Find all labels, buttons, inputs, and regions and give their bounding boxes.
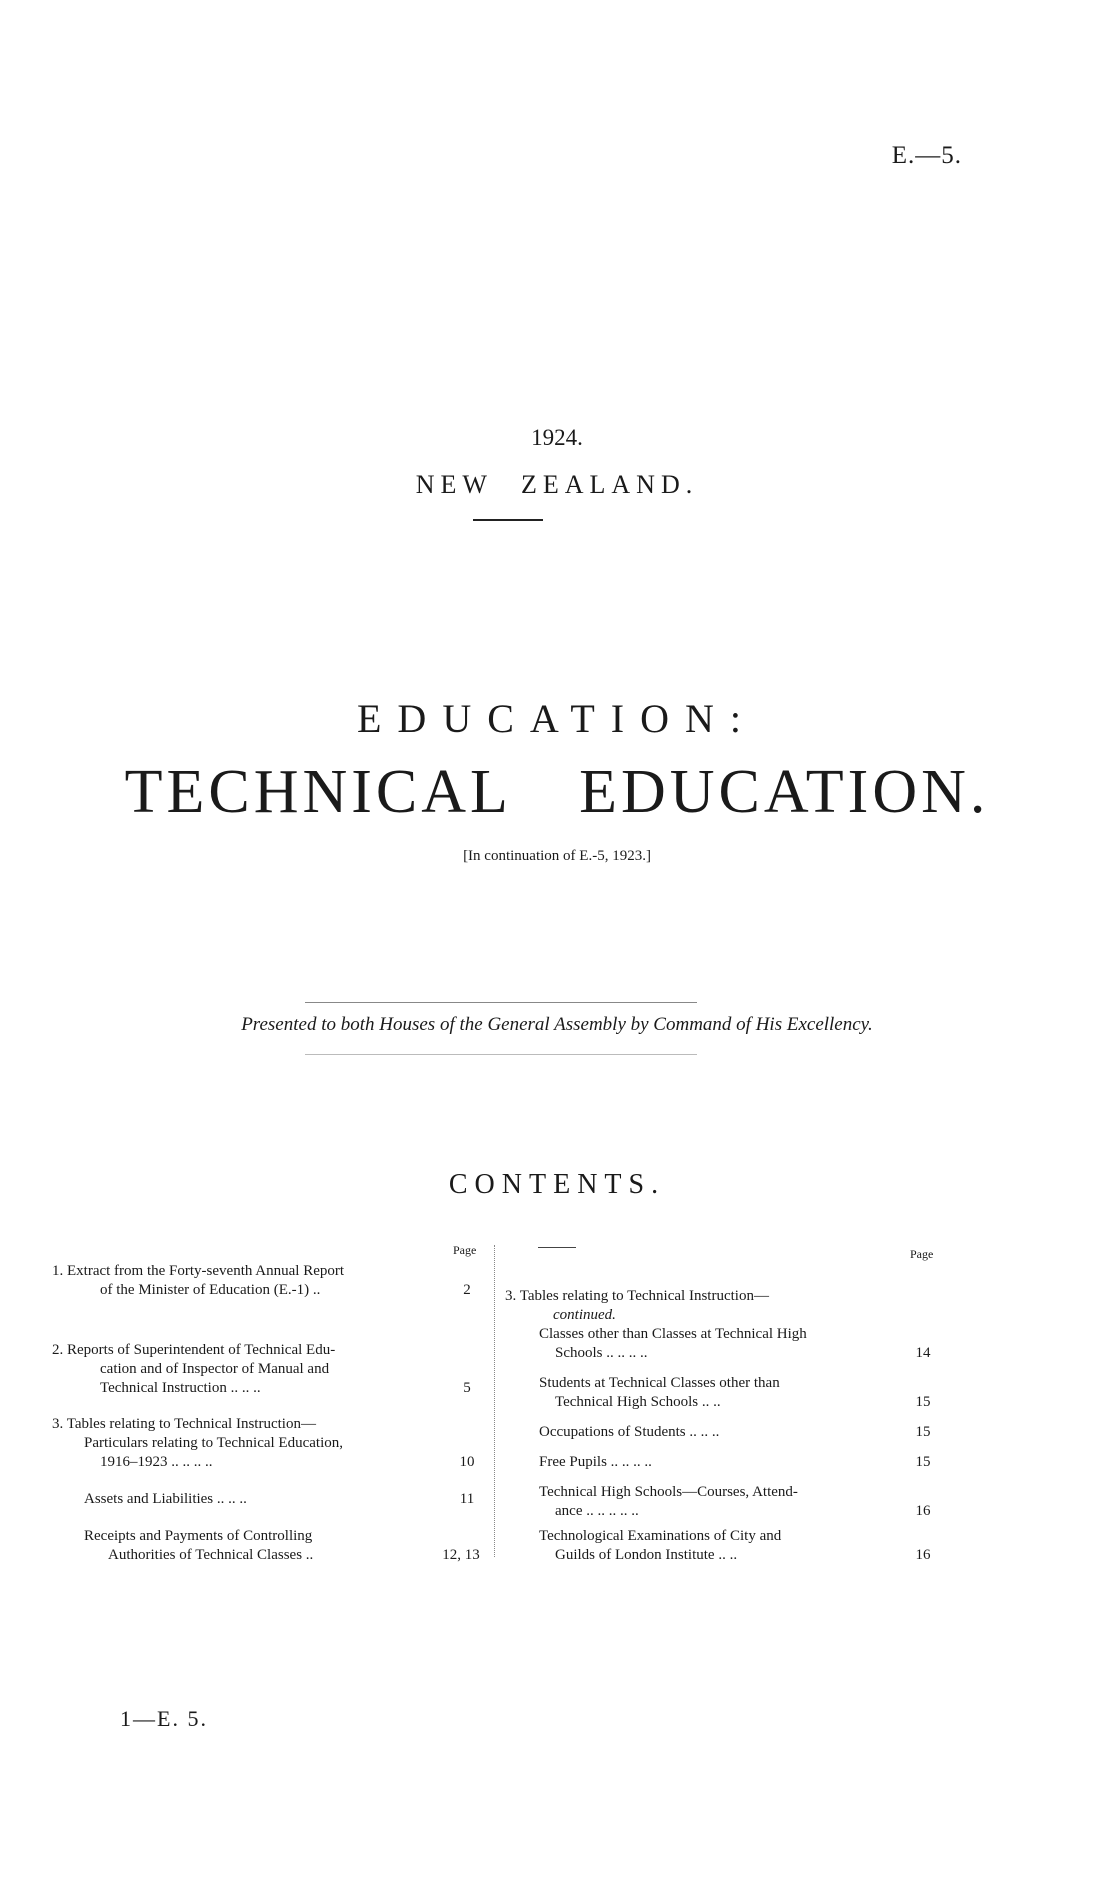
toc-entry-page: 15 (915, 1394, 931, 1410)
document-heading: EDUCATION: (357, 696, 757, 741)
column-divider (494, 1245, 495, 1557)
toc-entry (84, 1527, 313, 1565)
contents-divider (538, 1247, 576, 1248)
toc-entry-line: 1916–1923 .. .. .. .. (100, 1454, 213, 1470)
toc-entry-page: 14 (915, 1345, 931, 1361)
title-divider (473, 519, 543, 521)
toc-entry-line: Technological Examinations of City and (539, 1528, 782, 1544)
toc-entry-line: Receipts and Payments of Controlling (84, 1528, 313, 1544)
toc-entry-line: 3. Tables relating to Technical Instruction— (505, 1288, 769, 1304)
toc-entry-page: 16 (915, 1547, 931, 1563)
page-column-header-right: Page (910, 1247, 934, 1261)
toc-entry-line: continued. (553, 1307, 616, 1323)
country-name (0, 470, 1114, 500)
presented-statement: Presented to both Houses of the General Assembly by Command of His Excellency. (241, 1014, 873, 1035)
toc-entry-page: 16 (915, 1503, 931, 1519)
toc-entry-line: 1. Extract from the Forty-seventh Annual Report (52, 1263, 345, 1279)
toc-entry (539, 1374, 780, 1412)
toc-entry-line: Classes other than Classes at Technical High (539, 1326, 807, 1342)
toc-entry-page: 15 (915, 1424, 931, 1440)
toc-entry-page: 5 (463, 1380, 471, 1396)
contents-heading: CONTENTS. (448, 1169, 666, 1200)
report-year: 1924. (531, 425, 583, 450)
toc-entry-line: ance .. .. .. .. .. (555, 1503, 639, 1519)
toc-entry-line: Authorities of Technical Classes .. (108, 1547, 314, 1563)
toc-entry (539, 1453, 652, 1472)
printer-signature: 1—E. 5. (120, 1706, 208, 1731)
toc-entry-page: 12, 13 (442, 1547, 480, 1563)
toc-entry-line: Technical Instruction .. .. .. (100, 1380, 261, 1396)
toc-entry-line: Technical High Schools—Courses, Attend- (539, 1484, 798, 1500)
toc-entry-line: Particulars relating to Technical Education, (84, 1435, 343, 1451)
toc-entry (84, 1490, 247, 1509)
toc-entry-page: 15 (915, 1454, 931, 1470)
presented-rule-top (305, 1002, 697, 1003)
continuation-note: [In continuation of E.-5, 1923.] (463, 848, 651, 864)
country-word-1: NEW (415, 470, 493, 499)
toc-entry-line: 2. Reports of Superintendent of Technical Edu- (52, 1342, 336, 1358)
toc-entry-line: Occupations of Students .. .. .. (539, 1424, 720, 1440)
country-word-2: ZEALAND. (520, 470, 699, 499)
toc-entry-page: 10 (459, 1454, 475, 1470)
toc-entry-page: 2 (463, 1282, 471, 1298)
toc-entry (52, 1262, 344, 1300)
toc-entry-line: Students at Technical Classes other than (539, 1375, 780, 1391)
toc-entry-line: Free Pupils .. .. .. .. (539, 1454, 652, 1470)
toc-entry (539, 1527, 781, 1565)
toc-entry-line: of the Minister of Education (E.-1) .. (100, 1282, 321, 1298)
toc-entry-page: 11 (459, 1491, 475, 1507)
page-reference: E.—5. (891, 142, 962, 169)
toc-entry (539, 1423, 719, 1442)
toc-entry-line: Guilds of London Institute .. .. (555, 1547, 738, 1563)
presented-rule-bottom (305, 1054, 697, 1055)
page-column-header-left: Page (453, 1243, 477, 1257)
document-title: TECHNICAL EDUCATION. (124, 758, 990, 826)
toc-entry (539, 1483, 798, 1521)
toc-entry-line: Technical High Schools .. .. (555, 1394, 721, 1410)
toc-entry-line: Schools .. .. .. .. (555, 1345, 648, 1361)
toc-entry-line: 3. Tables relating to Technical Instruction— (52, 1416, 316, 1432)
toc-entry (52, 1415, 343, 1472)
toc-entry (505, 1287, 807, 1363)
toc-entry-line: Assets and Liabilities .. .. .. (84, 1491, 247, 1507)
toc-entry (52, 1341, 335, 1398)
toc-entry-line: cation and of Inspector of Manual and (100, 1361, 330, 1377)
